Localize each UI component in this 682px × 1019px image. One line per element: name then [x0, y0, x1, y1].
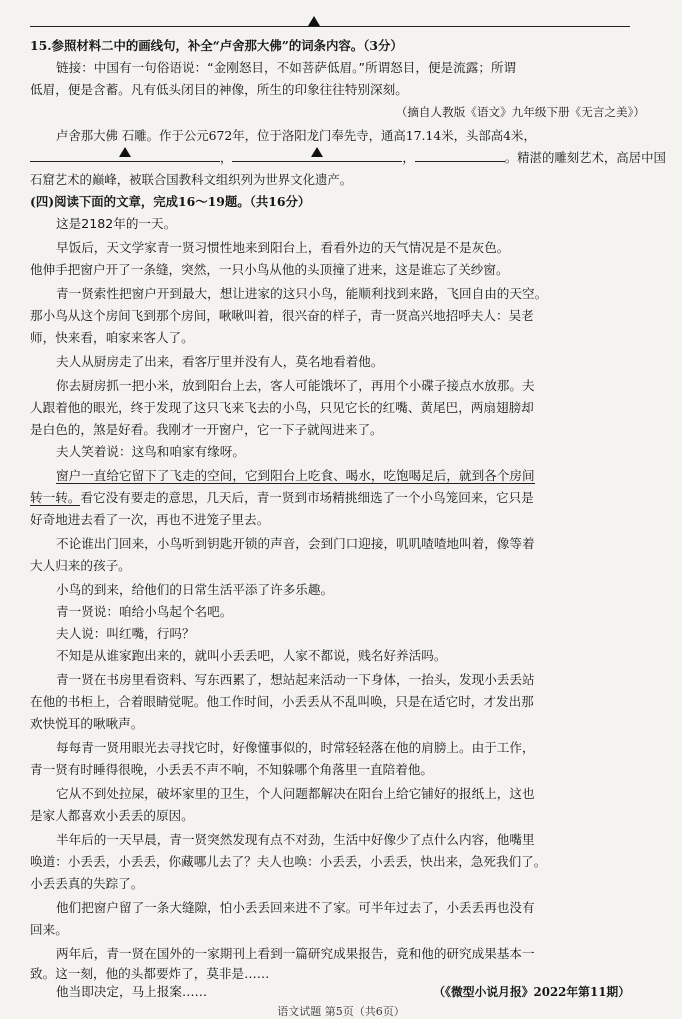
- top-rule: [30, 26, 630, 27]
- story-line: 师，快来看，咱家来客人了。: [30, 330, 194, 345]
- answer-blank-1[interactable]: [30, 148, 220, 162]
- story-line: [30, 488, 645, 508]
- story-line: 人跟着他的眼光，终于发现了这只飞来飞去的小鸟，只见它长的红嘴、黄尾巴，两扇翅膀却: [30, 400, 534, 415]
- underlined-sentence: 转一转。: [30, 490, 81, 505]
- page-footer: 语文试题 第5页（共6页）: [277, 1005, 405, 1018]
- story-line: 他们把窗户留了一条大缝隙，怕小丢丢回来进不了家。可半年过去了，小丢丢再也没有: [56, 900, 535, 915]
- story-line: 夫人说：叫红嘴，行吗？: [56, 626, 195, 641]
- q15-entry-line-3: 石窟艺术的巅峰，被联合国教科文组织列为世界文化遗产。: [30, 172, 353, 187]
- center-marker-icon: [308, 16, 320, 26]
- story-line: 早饭后，天文学家青一贤习惯性地来到阳台上，看看外边的天气情况是不是灰色。: [56, 240, 510, 255]
- section-heading: (四)阅读下面的文章，完成16～19题。（共16分）: [30, 194, 311, 209]
- q15-source: （摘自人教版《语文》九年级下册《无言之美》）: [395, 105, 645, 119]
- story-line: 青一贤索性把窗户开到最大，想让进家的这只小鸟，能顺利找到来路，飞回自由的天空。: [56, 286, 548, 301]
- story-line: 两年后，青一贤在国外的一家期刊上看到一篇研究成果报告，竟和他的研究成果基本一: [56, 946, 535, 961]
- story-line: 半年后的一天早晨，青一贤突然发现有点不对劲，生活中好像少了点什么内容，他嘴里: [56, 832, 535, 847]
- story-source: （《微型小说月报》2022年第11期）: [433, 985, 630, 999]
- story-line: 那小鸟从这个房间飞到那个房间，啾啾叫着，很兴奋的样子，青一贤高兴地招呼夫人：吴老: [30, 308, 534, 323]
- story-line: 你去厨房抓一把小米，放到阳台上去，客人可能饿坏了，再用个小碟子接点水放那。夫: [56, 378, 535, 393]
- story-line: 它从不到处拉屎，破坏家里的卫生，个人问题都解决在阳台上给它铺好的报纸上，这也: [56, 786, 535, 801]
- story-line-underlined: [30, 466, 671, 486]
- answer-blank-2[interactable]: [232, 148, 402, 162]
- entry-separator: ，: [220, 150, 233, 165]
- entry-separator: ，: [402, 150, 415, 165]
- story-line: 小鸟的到来，给他们的日常生活平添了许多乐趣。: [56, 582, 334, 597]
- q15-prompt: 15.参照材料二中的画线句，补全“卢舍那大佛”的词条内容。（3分）: [30, 38, 403, 53]
- story-line: 青一贤在书房里看资料、写东西累了，想站起来活动一下身体，一抬头，发现小丢丢站: [56, 672, 535, 687]
- story-line: 这是2182年的一天。: [56, 216, 177, 231]
- q15-link-line-2: 低眉，便是含蓄。凡有低头闭目的神像，所生的印象往往特别深刻。: [30, 82, 408, 97]
- story-line: 不论谁出门回来，小鸟听到钥匙开锁的声音，会到门口迎接，叽叽喳喳地叫着，像等着: [56, 536, 535, 551]
- underlined-sentence: 窗户一直给它留下了飞走的空间，它到阳台上吃食、喝水，吃饱喝足后，就到各个房间: [56, 468, 535, 483]
- blank-marker-icon: [119, 147, 131, 157]
- story-line: 他当即决定，马上报案……: [56, 984, 208, 999]
- story-line: 夫人笑着说：这鸟和咱家有缘呀。: [56, 444, 245, 459]
- story-line: 夫人从厨房走了出来，看客厅里并没有人，莫名地看着他。: [56, 354, 384, 369]
- story-line: 唤道：小丢丢，小丢丢，你藏哪儿去了？夫人也唤：小丢丢，小丢丢，快出来，急死我们了。: [30, 854, 547, 869]
- q15-entry-line-1: 卢舍那大佛 石雕。作于公元672年，位于洛阳龙门奉先寺，通高17.14米，头部高4米，: [56, 128, 536, 143]
- story-line: 回来。: [30, 922, 68, 937]
- story-line: 大人归来的孩子。: [30, 558, 131, 573]
- story-line: 是家人都喜欢小丢丢的原因。: [30, 808, 194, 823]
- story-line: 是白色的，煞是好看。我刚才一开窗户，它一下子就闯进来了。: [30, 422, 383, 437]
- answer-blank-3[interactable]: [415, 148, 505, 162]
- story-line: 小丢丢真的失踪了。: [30, 876, 144, 891]
- story-line: 青一贤有时睡得很晚，小丢丢不声不响，不知躲哪个角落里一直陪着他。: [30, 762, 433, 777]
- q15-link-line-1: 链接：中国有一句俗语说：“金刚怒目，不如菩萨低眉。”所谓怒目，便是流露；所谓: [56, 60, 517, 75]
- story-line: 他伸手把窗户开了一条缝，突然，一只小鸟从他的头顶撞了进来，这是谁忘了关纱窗。: [30, 262, 509, 277]
- story-line: 在他的书柜上，合着眼睛觉呢。他工作时间，小丢丢从不乱叫唤，只是在适它时，才发出那: [30, 694, 534, 709]
- blank-marker-icon: [311, 147, 323, 157]
- story-line: 致。这一刻，他的头都要炸了，莫非是……: [30, 966, 270, 981]
- story-text: 看它没有要走的意思，几天后，青一贤到市场精挑细选了一个小鸟笼回来，它只是: [80, 490, 534, 505]
- story-line: 每每青一贤用眼光去寻找它时，好像懂事似的，时常轻轻落在他的肩膀上。由于工作，: [56, 740, 535, 755]
- story-line: 好奇地进去看了一次，再也不进笼子里去。: [30, 512, 270, 527]
- entry-tail: 。精湛的雕刻艺术，高居中国: [504, 150, 666, 165]
- q15-entry-line-2: [30, 148, 666, 168]
- story-line: 欢快悦耳的啾啾声。: [30, 716, 144, 731]
- story-line: 不知是从谁家跑出来的，就叫小丢丢吧，人家不都说，贱名好养活吗。: [56, 648, 447, 663]
- story-line: 青一贤说：咱给小鸟起个名吧。: [56, 604, 233, 619]
